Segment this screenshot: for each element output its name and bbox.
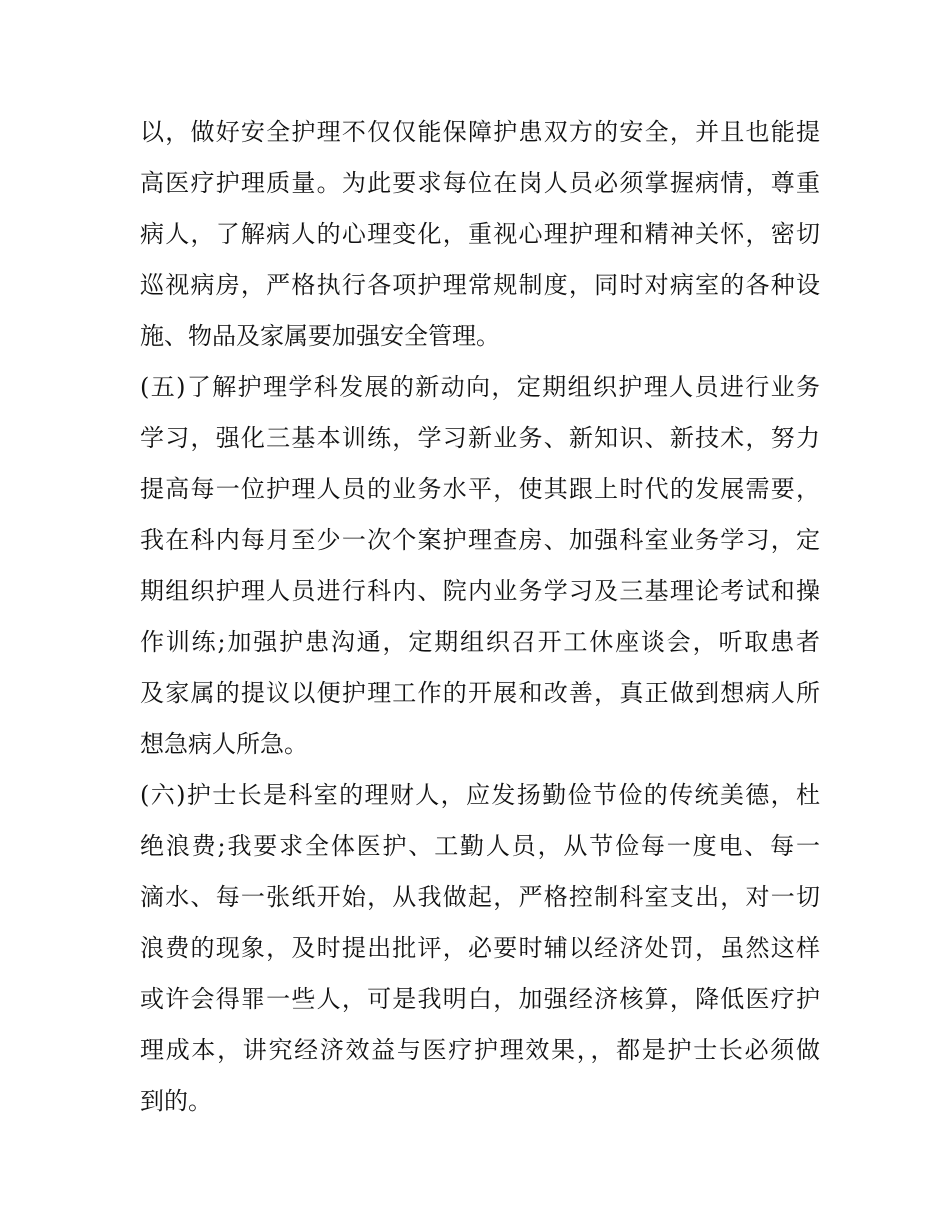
document-body [140,107,820,1127]
text-line: 理成本，讲究经济效益与医疗护理效果，，都是护士长必须做 [140,1036,820,1064]
text-line: (六)护士长是科室的理财人，应发扬勤俭节俭的传统美德，杜 [140,781,820,809]
text-line: 以，做好安全护理不仅仅能保障护患双方的安全，并且也能提 [140,118,820,146]
text-line: 巡视病房，严格执行各项护理常规制度，同时对病室的各种设 [140,271,820,299]
text-line: 学习，强化三基本训练，学习新业务、新知识、新技术，努力 [140,424,820,452]
text-line: (五)了解护理学科发展的新动向，定期组织护理人员进行业务 [140,373,820,401]
text-line: 滴水、每一张纸开始，从我做起，严格控制科室支出，对一切 [140,883,820,911]
text-line: 绝浪费;我要求全体医护、工勤人员，从节俭每一度电、每一 [140,832,820,860]
text-line: 浪费的现象，及时提出批评，必要时辅以经济处罚，虽然这样 [140,934,820,962]
text-line: 作训练;加强护患沟通，定期组织召开工休座谈会，听取患者 [140,628,820,656]
text-line: 或许会得罪一些人，可是我明白，加强经济核算，降低医疗护 [140,985,820,1013]
text-line: 想急病人所急。 [140,730,308,758]
text-line: 期组织护理人员进行科内、院内业务学习及三基理论考试和操 [140,577,820,605]
text-line: 高医疗护理质量。为此要求每位在岗人员必须掌握病情，尊重 [140,169,820,197]
text-line: 到的。 [140,1087,212,1115]
text-line: 及家属的提议以便护理工作的开展和改善，真正做到想病人所 [140,679,820,707]
text-line: 施、物品及家属要加强安全管理。 [140,322,500,350]
text-line: 我在科内每月至少一次个案护理查房、加强科室业务学习，定 [140,526,820,554]
text-line: 病人，了解病人的心理变化，重视心理护理和精神关怀，密切 [140,220,820,248]
text-line: 提高每一位护理人员的业务水平，使其跟上时代的发展需要， [140,475,820,503]
